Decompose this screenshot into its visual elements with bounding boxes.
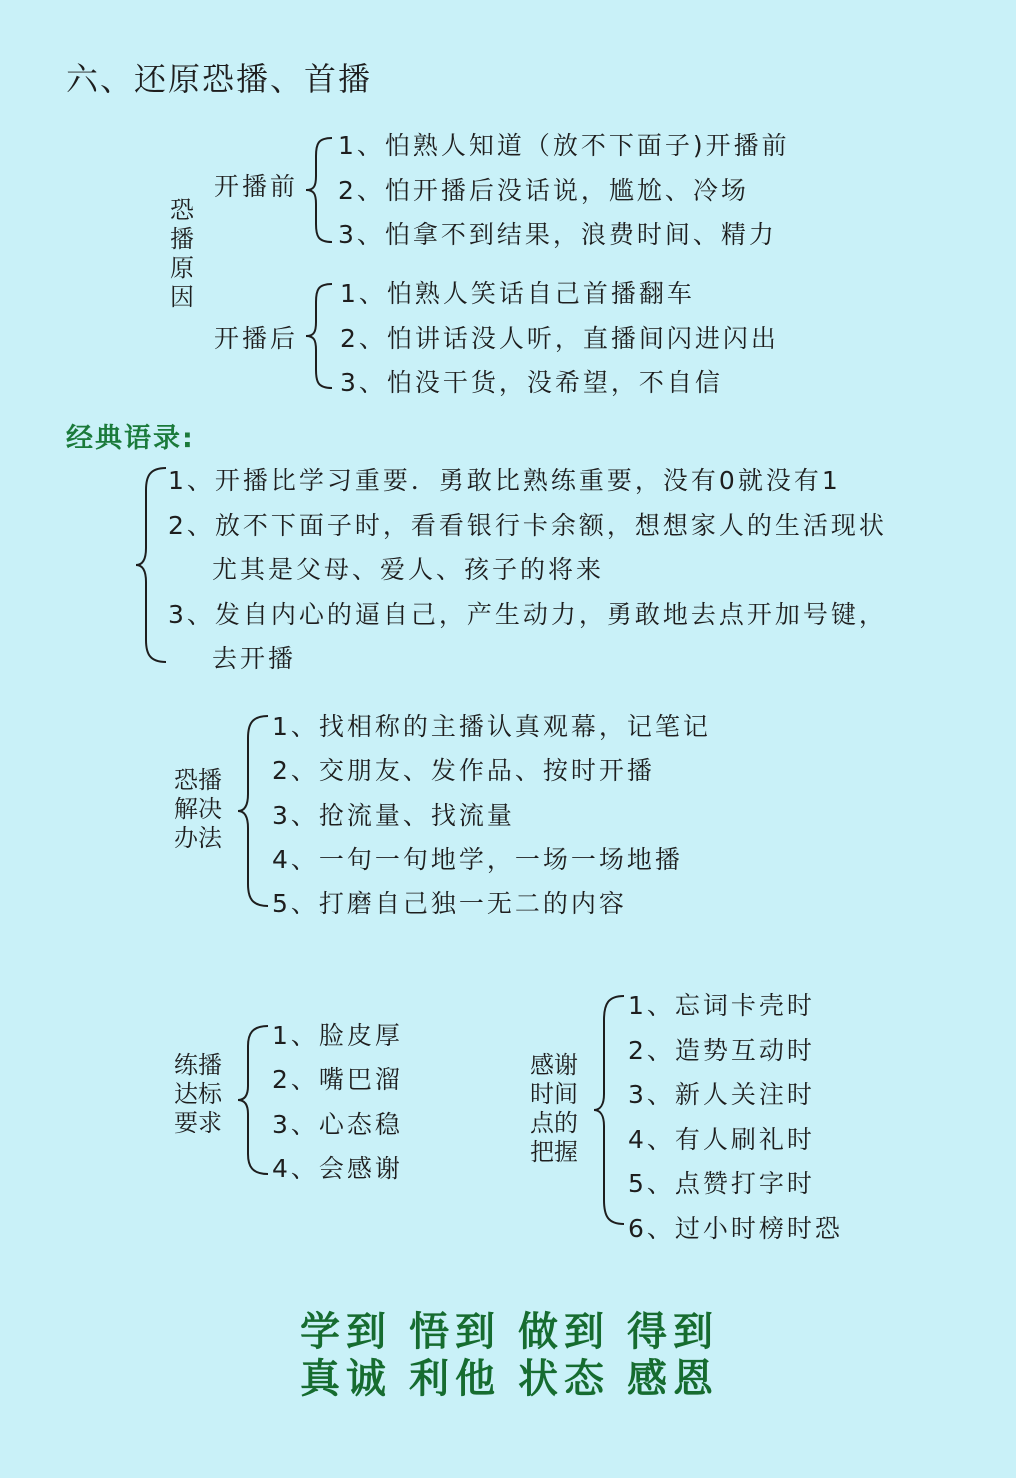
practice-label: 练播达标要求 bbox=[174, 1051, 222, 1137]
thanks-item-1: 1、忘词卡壳时 bbox=[628, 991, 815, 1020]
motto-word: 状态 bbox=[518, 1356, 610, 1402]
practice-item-4: 4、会感谢 bbox=[272, 1154, 403, 1183]
motto-word: 做到 bbox=[518, 1309, 610, 1355]
thanks-item-3: 3、新人关注时 bbox=[628, 1080, 815, 1109]
quote-line-3-cont: 去开播 bbox=[212, 644, 297, 673]
practice-item-3: 3、心态稳 bbox=[272, 1110, 403, 1139]
motto-word: 利他 bbox=[409, 1356, 501, 1402]
quotes-brace bbox=[134, 466, 168, 664]
before-item-3: 3、怕拿不到结果，浪费时间、精力 bbox=[338, 220, 777, 249]
thanks-brace bbox=[592, 994, 626, 1226]
after-brace bbox=[304, 282, 334, 390]
thanks-label: 感谢时间点的把握 bbox=[530, 1051, 578, 1166]
solutions-label: 恐播解决办法 bbox=[174, 766, 222, 852]
practice-brace bbox=[236, 1024, 270, 1176]
before-brace bbox=[304, 136, 334, 244]
after-item-3: 3、怕没干货，没希望，不自信 bbox=[340, 368, 723, 397]
solution-item-4: 4、一句一句地学，一场一场地播 bbox=[272, 845, 683, 874]
practice-item-1: 1、脸皮厚 bbox=[272, 1021, 403, 1050]
solution-item-2: 2、交朋友、发作品、按时开播 bbox=[272, 756, 655, 785]
motto-word: 真诚 bbox=[300, 1356, 392, 1402]
thanks-item-5: 5、点赞打字时 bbox=[628, 1169, 815, 1198]
solution-item-1: 1、找相称的主播认真观幕，记笔记 bbox=[272, 712, 711, 741]
quote-line-1: 1、开播比学习重要．勇敢比熟练重要，没有0就没有1 bbox=[168, 466, 841, 495]
motto-word: 感恩 bbox=[627, 1356, 719, 1402]
before-stream-label: 开播前 bbox=[214, 172, 299, 201]
before-item-1: 1、怕熟人知道（放不下面子)开播前 bbox=[338, 131, 790, 160]
before-item-2: 2、怕开播后没话说，尴尬、冷场 bbox=[338, 176, 749, 205]
practice-item-2: 2、嘴巴溜 bbox=[272, 1065, 403, 1094]
after-item-2: 2、怕讲话没人听，直播间闪进闪出 bbox=[340, 324, 779, 353]
solutions-brace bbox=[236, 714, 270, 908]
motto-word: 悟到 bbox=[409, 1309, 501, 1355]
after-stream-label: 开播后 bbox=[214, 324, 299, 353]
after-item-1: 1、怕熟人笑话自己首播翻车 bbox=[340, 279, 695, 308]
quote-line-3: 3、发自内心的逼自己，产生动力，勇敢地去点开加号键， bbox=[168, 600, 887, 629]
page-title: 六、还原恐播、首播 bbox=[66, 60, 373, 98]
thanks-item-6: 6、过小时榜时恐 bbox=[628, 1214, 843, 1243]
solution-item-3: 3、抢流量、找流量 bbox=[272, 801, 515, 830]
motto-word: 得到 bbox=[627, 1309, 719, 1355]
solution-item-5: 5、打磨自己独一无二的内容 bbox=[272, 889, 627, 918]
thanks-item-2: 2、造势互动时 bbox=[628, 1036, 815, 1065]
quote-line-2: 2、放不下面子时，看看银行卡余额，想想家人的生活现状 bbox=[168, 511, 887, 540]
motto-word: 学到 bbox=[300, 1309, 392, 1355]
thanks-item-4: 4、有人刷礼时 bbox=[628, 1125, 815, 1154]
quotes-title: 经典语录: bbox=[66, 423, 195, 454]
quote-line-2-cont: 尤其是父母、爱人、孩子的将来 bbox=[212, 555, 605, 584]
fear-reasons-label: 恐播原因 bbox=[170, 196, 194, 311]
